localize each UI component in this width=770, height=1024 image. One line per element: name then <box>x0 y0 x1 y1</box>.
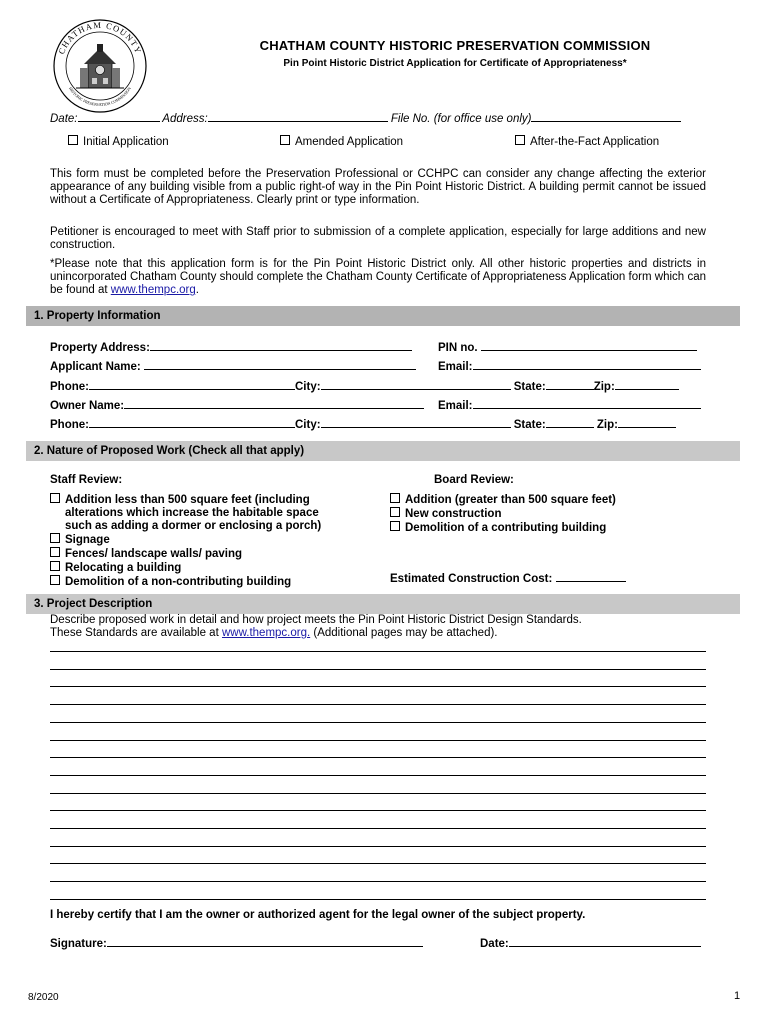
estimated-cost-row: Estimated Construction Cost: <box>390 570 626 585</box>
form-title: CHATHAM COUNTY HISTORIC PRESERVATION COMMISSION <box>259 38 651 53</box>
intro-paragraph-2: Petitioner is encouraged to meet with Staff prior to submission of a complete application, especially for large additions and new construction. <box>50 226 706 252</box>
owner-name-field[interactable] <box>124 397 424 409</box>
signature-field[interactable] <box>107 935 423 947</box>
signature-date-row: Date: <box>480 935 701 950</box>
seal-bottom-text: HISTORIC PRESERVATION COMMISSION <box>68 86 132 107</box>
applicant-state-field[interactable] <box>546 378 594 390</box>
applicant-email-row: Email: <box>438 358 701 373</box>
file-no-field[interactable] <box>531 110 681 122</box>
initial-application-option[interactable]: Initial Application <box>68 135 169 148</box>
description-line[interactable] <box>50 899 706 900</box>
revision-date: 8/2020 <box>28 992 59 1003</box>
applicant-email-field[interactable] <box>473 358 701 370</box>
project-description-instructions: Describe proposed work in detail and how project meets the Pin Point Historic District Design Standards. These Standards are available at www.thempc.org. (Additional pages may be attached). <box>50 614 582 639</box>
checkbox-icon[interactable] <box>390 507 400 517</box>
description-line[interactable] <box>50 686 706 687</box>
description-line[interactable] <box>50 863 706 864</box>
pin-field[interactable] <box>481 339 697 351</box>
property-address-row: Property Address: <box>50 339 412 354</box>
board-item-demolition-contributing[interactable]: Demolition of a contributing building <box>390 521 616 535</box>
signature-date-field[interactable] <box>509 935 701 947</box>
board-item-addition-large[interactable]: Addition (greater than 500 square feet) <box>390 493 616 507</box>
description-line[interactable] <box>50 651 706 652</box>
applicant-name-field[interactable] <box>144 358 416 370</box>
signature-row: Signature: <box>50 935 423 950</box>
owner-zip-field[interactable] <box>618 416 676 428</box>
date-label: Date: <box>50 113 78 125</box>
after-the-fact-application-option[interactable]: After-the-Fact Application <box>515 135 659 148</box>
description-line[interactable] <box>50 722 706 723</box>
meta-row <box>50 110 706 125</box>
intro-paragraph-1: This form must be completed before the Preservation Professional or CCHPC can consider any change affecting the exterior appearance of any building visible from a public right-of way in the Pin Point Historic District. A building permit cannot be issued without a Certificate of Appropriateness. Clearly print or type information. <box>50 168 706 207</box>
checkbox-icon[interactable] <box>50 575 60 585</box>
page-number: 1 <box>734 990 741 1002</box>
certification-statement: I hereby certify that I am the owner or authorized agent for the legal owner of the subject property. <box>50 909 586 921</box>
applicant-phone-field[interactable] <box>89 378 295 390</box>
checkbox-icon[interactable] <box>390 521 400 531</box>
description-line[interactable] <box>50 793 706 794</box>
owner-email-row: Email: <box>438 397 701 412</box>
file-no-label: File No. (for office use only) <box>390 113 532 125</box>
description-line[interactable] <box>50 775 706 776</box>
svg-text:HISTORIC PRESERVATION COMMISSI <box>68 86 132 107</box>
checkbox-icon[interactable] <box>68 135 78 145</box>
checkbox-icon[interactable] <box>390 493 400 503</box>
staff-item-fences[interactable]: Fences/ landscape walls/ paving <box>50 547 321 561</box>
staff-review-title: Staff Review: <box>50 474 123 486</box>
amended-application-option[interactable]: Amended Application <box>280 135 403 148</box>
description-line[interactable] <box>50 810 706 811</box>
form-subtitle: Pin Point Historic District Application for Certificate of Appropriateness* <box>283 58 627 69</box>
description-line[interactable] <box>50 704 706 705</box>
owner-state-field[interactable] <box>546 416 594 428</box>
checkbox-icon[interactable] <box>280 135 290 145</box>
description-line[interactable] <box>50 881 706 882</box>
address-field[interactable] <box>208 110 388 122</box>
board-review-title: Board Review: <box>434 474 514 486</box>
staff-review-list <box>50 493 321 589</box>
owner-phone-field[interactable] <box>89 416 295 428</box>
applicant-name-row: Applicant Name: <box>50 358 416 373</box>
checkbox-icon[interactable] <box>50 533 60 543</box>
owner-city-field[interactable] <box>321 416 511 428</box>
owner-email-field[interactable] <box>473 397 701 409</box>
checkbox-icon[interactable] <box>50 493 60 503</box>
property-address-field[interactable] <box>150 339 412 351</box>
staff-item-relocating[interactable]: Relocating a building <box>50 561 321 575</box>
date-field[interactable] <box>78 110 160 122</box>
description-line[interactable] <box>50 740 706 741</box>
description-line[interactable] <box>50 828 706 829</box>
description-line[interactable] <box>50 669 706 670</box>
section-3-heading: 3. Project Description <box>26 594 740 614</box>
staff-item-addition-small[interactable]: Addition less than 500 square feet (including <box>50 493 321 507</box>
staff-item-demolition-noncontributing[interactable]: Demolition of a non-contributing building <box>50 575 321 589</box>
estimated-cost-field[interactable] <box>556 570 626 582</box>
seal-top-text: CHATHAM COUNTY <box>56 19 144 56</box>
pin-row: PIN no. <box>438 339 697 354</box>
checkbox-icon[interactable] <box>50 561 60 571</box>
thempc-link[interactable]: www.thempc.org <box>110 284 196 297</box>
address-label: Address: <box>162 113 208 125</box>
board-review-list <box>390 493 616 535</box>
county-seal-logo <box>52 18 148 114</box>
thempc-standards-link[interactable]: www.thempc.org. <box>221 627 311 639</box>
applicant-city-field[interactable] <box>321 378 511 390</box>
intro-paragraph-3: *Please note that this application form is for the Pin Point Historic District only. All other historic properties and districts in unincorporated Chatham County should complete the Chatham County Certificate of Appropriateness Application form which can be found at www.thempc.org. <box>50 258 706 297</box>
applicant-phone-row: Phone: City: State: Zip: <box>50 378 679 393</box>
owner-name-row: Owner Name: <box>50 397 424 412</box>
staff-item-signage[interactable]: Signage <box>50 533 321 547</box>
staff-item-addition-cont-2: such as adding a dormer or enclosing a porch) <box>65 520 322 532</box>
section-1-heading: 1. Property Information <box>26 306 740 326</box>
checkbox-icon[interactable] <box>50 547 60 557</box>
staff-item-addition-cont-1: alterations which increase the habitable space <box>65 507 319 519</box>
applicant-zip-field[interactable] <box>615 378 679 390</box>
description-line[interactable] <box>50 846 706 847</box>
board-item-new-construction[interactable]: New construction <box>390 507 616 521</box>
description-line[interactable] <box>50 757 706 758</box>
section-2-heading: 2. Nature of Proposed Work (Check all that apply) <box>26 441 740 461</box>
owner-phone-row: Phone: City: State: Zip: <box>50 416 676 431</box>
checkbox-icon[interactable] <box>515 135 525 145</box>
